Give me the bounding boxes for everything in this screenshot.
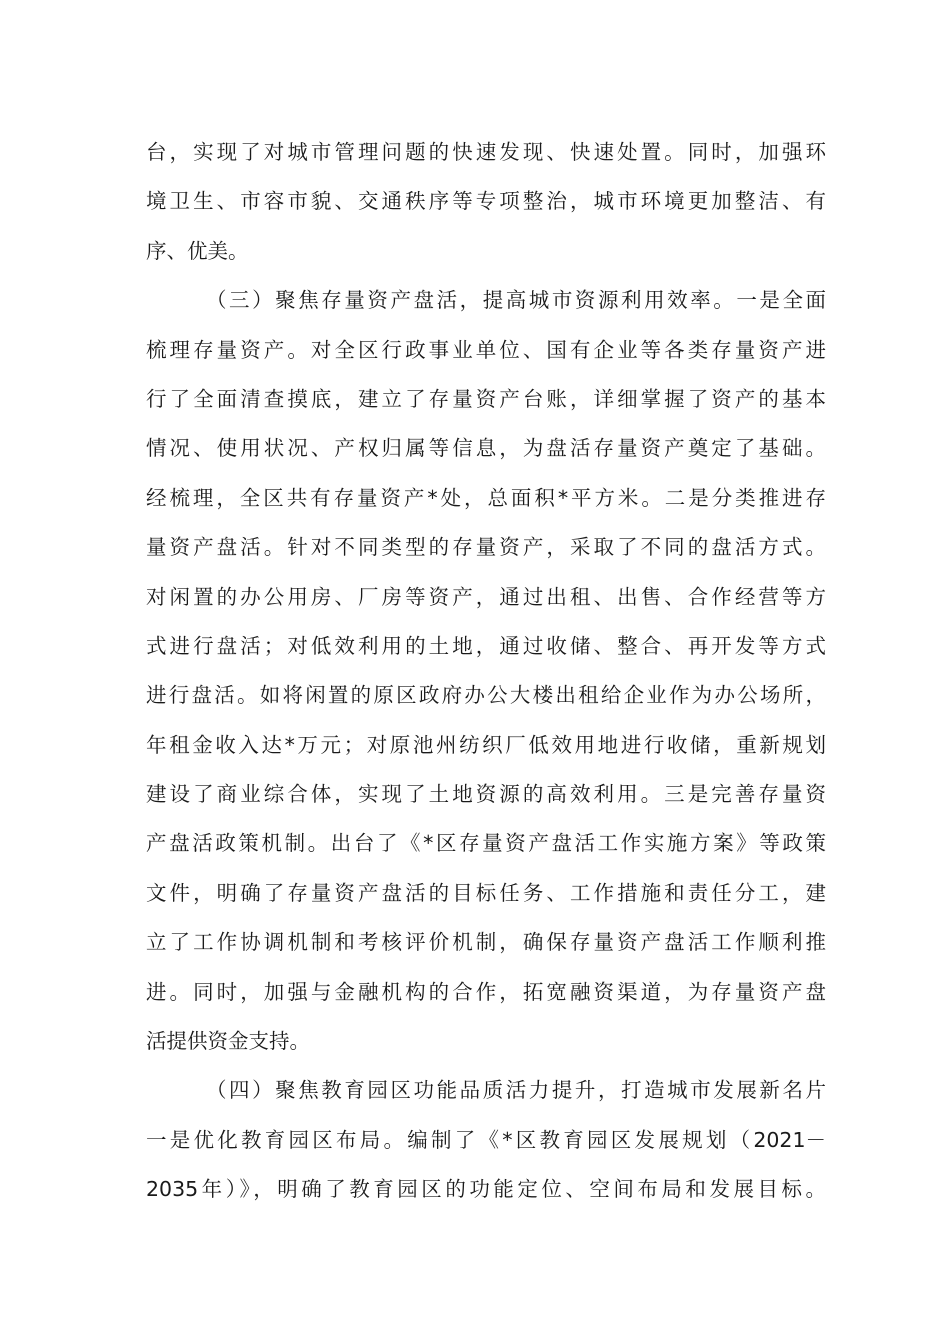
text-line: 进行盘活。如将闲置的原区政府办公大楼出租给企业作为办公场所， [146,683,826,708]
text-line: 对闲置的办公用房、厂房等资产，通过出租、出售、合作经营等方 [146,584,826,609]
text-line: 境卫生、市容市貌、交通秩序等专项整治，城市环境更加整洁、有 [146,189,826,214]
text-line: 一是优化教育园区布局。编制了《*区教育园区发展规划（2021－ [146,1127,826,1152]
text-line: 建设了商业综合体，实现了土地资源的高效利用。三是完善存量资 [146,782,826,807]
body-text [146,128,826,1215]
text-line: 经梳理，全区共有存量资产*处，总面积*平方米。二是分类推进存 [146,485,826,510]
text-line: 情况、使用状况、产权归属等信息，为盘活存量资产奠定了基础。 [146,436,826,461]
text-line: 序、优美。 [146,238,249,263]
text-line: 活提供资金支持。 [146,1029,310,1054]
text-line: 梳理存量资产。对全区行政事业单位、国有企业等各类存量资产进 [146,337,826,362]
text-line: 量资产盘活。针对不同类型的存量资产，采取了不同的盘活方式。 [146,535,826,560]
text-line: 年租金收入达*万元；对原池州纺织厂低效用地进行收储，重新规划 [146,732,826,757]
section-heading-line: （三）聚焦存量资产盘活，提高城市资源利用效率。一是全面 [206,288,826,313]
text-line: 台，实现了对城市管理问题的快速发现、快速处置。同时，加强环 [146,140,826,164]
text-line: 2035年）》，明确了教育园区的功能定位、空间布局和发展目标。 [146,1177,826,1202]
text-line: 产盘活政策机制。出台了《*区存量资产盘活工作实施方案》等政策 [146,831,826,856]
text-line: 进。同时，加强与金融机构的合作，拓宽融资渠道，为存量资产盘 [146,979,826,1004]
text-line: 文件，明确了存量资产盘活的目标任务、工作措施和责任分工，建 [146,880,826,905]
section-heading-line: （四）聚焦教育园区功能品质活力提升，打造城市发展新名片 [206,1078,826,1103]
text-line: 立了工作协调机制和考核评价机制，确保存量资产盘活工作顺利推 [146,930,826,955]
text-line: 行了全面清查摸底，建立了存量资产台账，详细掌握了资产的基本 [146,386,826,411]
text-line: 式进行盘活；对低效利用的土地，通过收储、整合、再开发等方式 [146,633,826,658]
